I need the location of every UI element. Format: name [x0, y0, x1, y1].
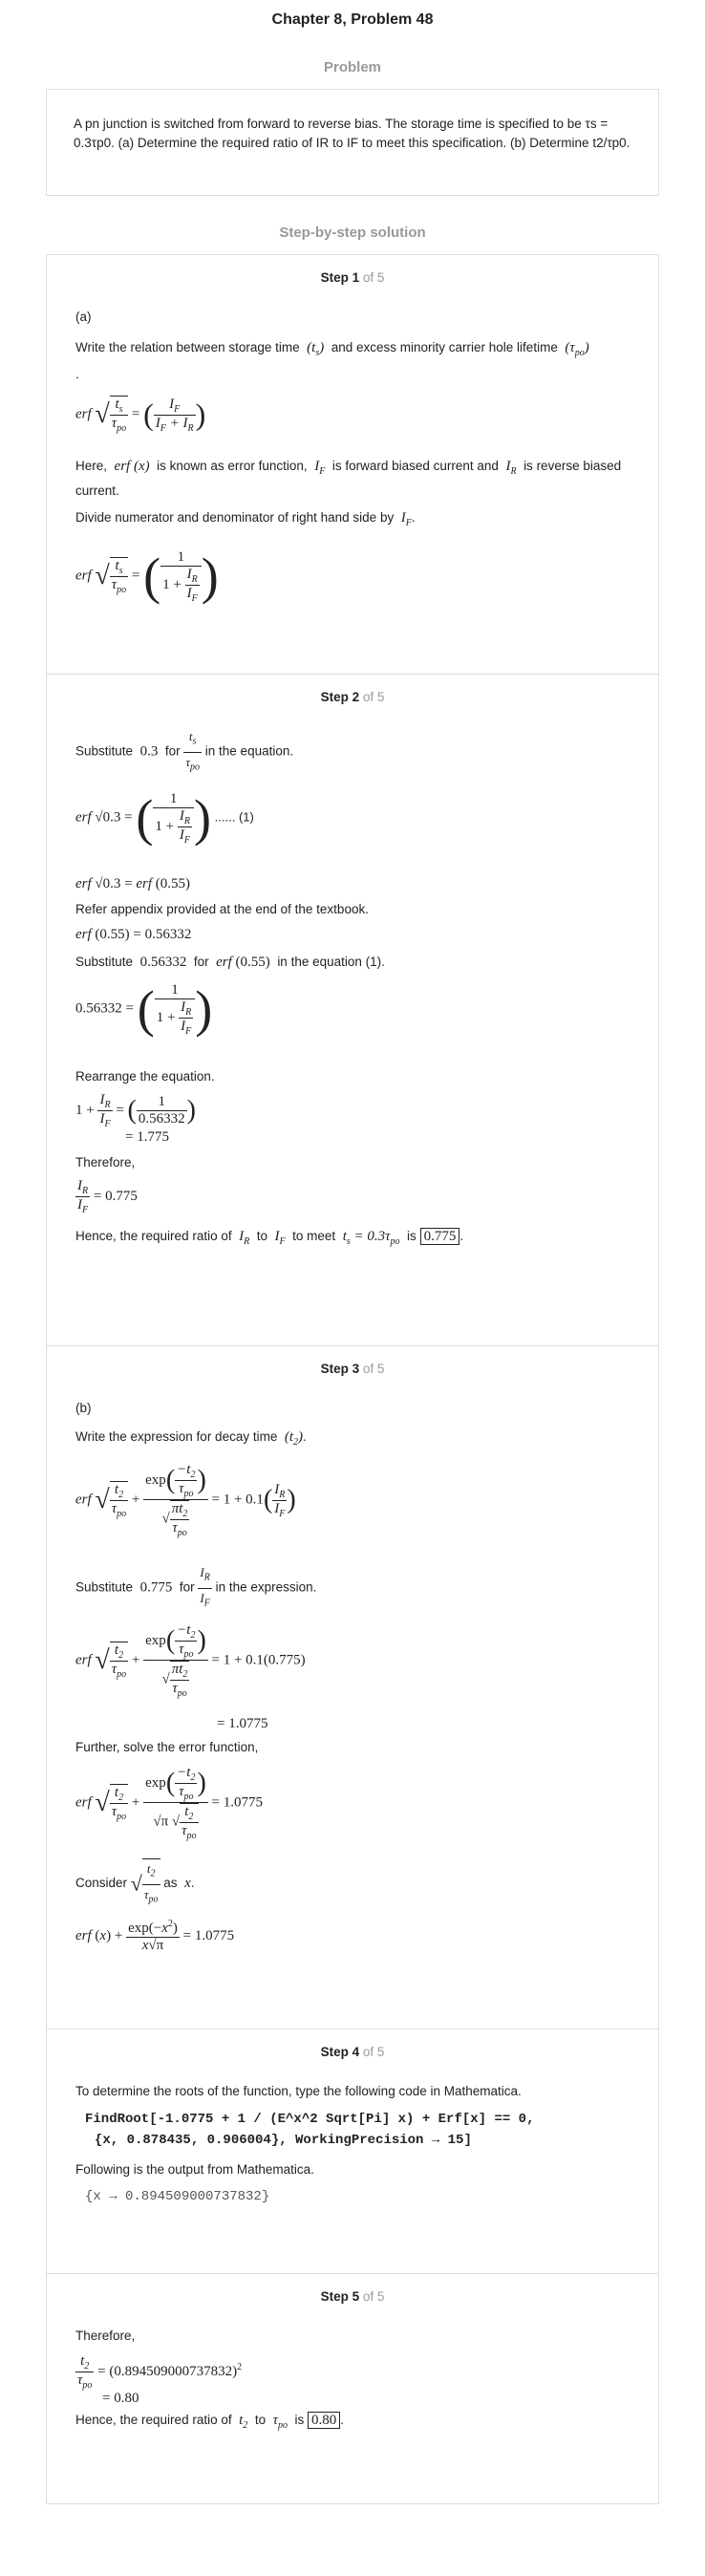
answer-box: 0.80 [308, 2412, 340, 2429]
step-header [75, 2274, 630, 2304]
equation: erf √ $\frac{t_2}{\tau_{po}}$ + exp( $\frac{-t_2}{\tau_{po}}$ ) √ $\frac{\pi t_2}{\tau_{po}}$ = 1 + 0.1( $\frac{I_R}{I_F}$ ) [75, 1462, 296, 1538]
step-label: Step 1 [320, 270, 360, 285]
part-label: (a) [75, 310, 92, 324]
step-2: Step 2 of 5 Substitute 0.3 for $\frac{t_s}{\tau_{po}}$ in the equation. erf √0.3 = ( 1 1 + $\frac{I_R}{I_F}$ ) ...... (1) erf √0.3 = erf (0.55) Refer appendix provided at the end of the textbook. erf (0.55) = 0.56332 Substitute 0.56332 for erf (0.55) in the equation (1). 0.56332 = ( 1 1 + $\frac{I_R}{I_F}$ ) Rearrange the equation. 1 + $\frac{I_R}{I_F}$ = ( $\frac{1}{0.56332}$ ) = 1.775 Therefore, $\frac{I_R}{I_F}$ = 0.775 Hence, the required ratio of $I_R$ to $I_F$ to meet $t_s = 0.3\tau_{po}$ is 0.775 . [47, 674, 658, 1345]
step-label: Step 5 [320, 2289, 360, 2304]
part-label: (b) [75, 1401, 92, 1415]
code-line: FindRoot[-1.0775 + 1 / (E^x^2 Sqrt[Pi] x) + Erf[x] == 0, [85, 2112, 535, 2127]
equation: erf √ $\frac{t_2}{\tau_{po}}$ + exp( $\frac{-t_2}{\tau_{po}}$ ) √ $\frac{\pi t_2}{\tau_{po}}$ = 1 + 0.1(0.775) [75, 1622, 306, 1700]
step-text: Substitute 0.56332 for erf (0.55) in the equation (1). [75, 955, 385, 971]
code-output: {x → 0.894509000737832} [85, 2189, 270, 2204]
step-text: Substitute 0.3 for $\frac{t_s}{\tau_{po}}$ in the equation. [75, 727, 630, 777]
step-text: Write the relation between storage time $(t_s)$ and excess minority carrier hole lifetime $(\tau_{po})$ [75, 340, 589, 358]
problem-box [46, 89, 659, 196]
equation: 0.56332 = ( 1 1 + $\frac{I_R}{I_F}$ ) [75, 980, 213, 1039]
step-of: of 5 [362, 270, 385, 285]
step-label: Step 2 [320, 690, 360, 704]
equation: erf √ $\frac{t_2}{\tau_{po}}$ + exp( $\frac{-t_2}{\tau_{po}}$ ) √π √ $\frac{t_2}{\tau_{po}}$ = 1.0775 [75, 1765, 263, 1842]
step-text: Here, erf (x) is known as error function, $I_F$ is forward biased current and $I_R$ is reverse biased current. [75, 459, 622, 498]
steps-container [46, 254, 659, 2504]
equation: $\frac{t_2}{\tau_{po}}$ = $(0.894509000737832)^2$ [77, 2353, 243, 2391]
step-4 [47, 2029, 658, 2273]
answer-box: 0.775 [420, 1228, 460, 1245]
step-text: Divide numerator and denominator of right hand side by $I_F$. [75, 510, 416, 528]
step-text: Therefore, [75, 2329, 136, 2343]
step-header [75, 1346, 630, 1376]
step-header [75, 255, 630, 285]
step-5: Step 5 of 5 Therefore, $\frac{t_2}{\tau_{po}}$ = $(0.894509000737832)^2$ = 0.80 Hence, the required ratio of $t_2$ to $\tau_{po}$ is 0.80 . [47, 2273, 658, 2503]
step-header [75, 2029, 630, 2059]
step-text: To determine the roots of the function, type the following code in Mathematica. [75, 2084, 522, 2098]
step-text: Substitute 0.775 for $\frac{I_R}{I_F}$ in the expression. [75, 1563, 630, 1613]
problem-text: A pn junction is switched from forward to reverse bias. The storage time is specified to be τs = 0.3τp0. (a) Determine the required ratio of IR to IF to meet this specification. (b) Determine t2/τp0. [74, 117, 630, 150]
step-text: Write the expression for decay time $(t_2)$. [75, 1429, 307, 1448]
step-of: of 5 [362, 690, 385, 704]
solution-heading: Step-by-step solution [279, 225, 426, 241]
step-text: Consider √ $\frac{t_2}{\tau_{po}}$ as x. [75, 1858, 630, 1909]
equation: erf √ $\frac{t_s}{\tau_{po}}$ = ( 1 1 + $\frac{I_R}{I_F}$ ) [75, 547, 219, 605]
step-label: Step 3 [320, 1362, 360, 1376]
equation: erf √0.3 = ( 1 1 + $\frac{I_R}{I_F}$ ) ...... (1) [75, 789, 254, 848]
step-header [75, 675, 630, 704]
problem-heading: Problem [323, 59, 381, 75]
step-text: Rearrange the equation. [75, 1069, 215, 1084]
step-text: Therefore, [75, 1155, 136, 1170]
page-title: Chapter 8, Problem 48 [271, 11, 434, 28]
step-label: Step 4 [320, 2045, 360, 2059]
equation: erf √ $\frac{t_s}{\tau_{po}}$ = ( $\frac{I_F}{I_F + I_R}$ ) [75, 396, 206, 434]
code-block [85, 2109, 630, 2151]
step-of: of 5 [362, 1362, 385, 1376]
step-text: Refer appendix provided at the end of the textbook. [75, 902, 369, 917]
step-text: Following is the output from Mathematica. [75, 2162, 314, 2177]
step-text: Further, solve the error function, [75, 1740, 259, 1755]
step-3: Step 3 of 5 (b) Write the expression for decay time $(t_2)$. erf √ $\frac{t_2}{\tau_{po}}$ + exp( $\frac{-t_2}{\tau_{po}}$ ) √ $\frac{\pi t_2}{\tau_{po}}$ = 1 + 0.1( $\frac{I_R}{I_F}$ ) Substitute 0.775 for $\frac{I_R}{I_F}$ in the expression. erf √ $\frac{t_2}{\tau_{po}}$ + exp( $\frac{-t_2}{\tau_{po}}$ ) √ $\frac{\pi t_2}{\tau_{po}}$ = 1 + 0.1(0.775) = 1.0775 Further, solve the error function, erf √ $\frac{t_2}{\tau_{po}}$ + exp( $\frac{-t_2}{\tau_{po}}$ ) √π √ $\frac{t_2}{\tau_{po}}$ = 1.0775 Consider √ $\frac{t_2}{\tau_{po}}$ as x. erf (x) + $\frac{\exp(-x^2)}{x√\pi}$ = 1.0775 [47, 1345, 658, 2029]
step-1: Step 1 of 5 (a) Write the relation between storage time $(t_s)$ and excess minority carrier hole lifetime $(\tau_{po})$ . erf √ $\frac{t_s}{\tau_{po}}$ = ( $\frac{I_F}{I_F + I_R}$ ) Here, erf (x) is known as error function, $I_F$ is forward biased current and $I_R$ is reverse biased current. Divide numerator and denominator of right hand side by $I_F$. erf √ $\frac{t_s}{\tau_{po}}$ = ( 1 1 + $\frac{I_R}{I_F}$ ) [47, 255, 658, 674]
step-of: of 5 [362, 2289, 385, 2304]
step-text: Hence, the required ratio of $t_2$ to $\tau_{po}$ is 0.80 . [75, 2413, 345, 2431]
step-text: Hence, the required ratio of $I_R$ to $I_F$ to meet $t_s = 0.3\tau_{po}$ is 0.775 . [75, 1229, 464, 1248]
code-line: {x, 0.878435, 0.906004}, WorkingPrecision → 15] [95, 2133, 472, 2148]
step-of: of 5 [362, 2045, 385, 2059]
equation: erf (x) + $\frac{\exp(-x^2)}{x√\pi}$ = 1.0775 [75, 1919, 235, 1954]
